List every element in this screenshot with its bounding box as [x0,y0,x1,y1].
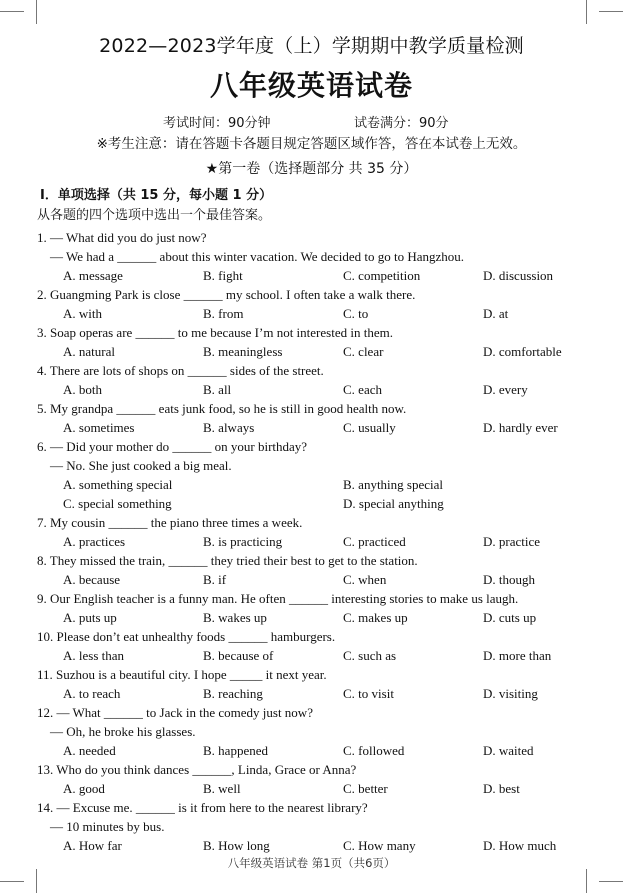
question-stem [0,437,623,456]
option-a: A. less than [63,648,125,663]
option-d: D. comfortable [483,344,562,359]
option-a: A. message [63,268,123,283]
option-b: B. all [203,382,232,397]
option-b: B. always [203,420,255,435]
option-c: C. clear [343,344,384,359]
exam-title: 八年级英语试卷 [209,69,413,102]
question-text: 7. My cousin ______ the piano three times a week. [37,515,303,530]
exam-term-title: 2022—2023学年度（上）学期期中教学质量检测 [99,35,524,57]
answer-options [0,475,623,494]
option-d: D. How much [483,838,557,853]
dialog-text: — Oh, he broke his glasses. [50,724,196,739]
answer-options [0,494,623,513]
question-stem [0,228,623,247]
option-c: C. followed [343,743,405,758]
option-b: B. happened [203,743,268,758]
option-b: B. well [203,781,241,796]
question-dialog-line [0,817,623,836]
option-c: C. to visit [343,686,394,701]
crop-mark-top-right-h [599,11,623,12]
question-text: 1. — What did you do just now? [37,230,207,245]
option-c: C. when [343,572,387,587]
section-heading: Ⅰ．单项选择（共 15 分，每小题 1 分） [40,188,273,203]
option-c: C. to [343,306,369,321]
exam-full-score: 试卷满分：90分 [354,116,449,131]
question-text: 12. — What ______ to Jack in the comedy just now? [37,705,313,720]
option-b: B. fight [203,268,243,283]
option-d: D. visiting [483,686,538,701]
question-text: 11. Suzhou is a beautiful city. I hope _____ it next year. [37,667,327,682]
crop-mark-top-left-v [36,0,37,24]
option-a: A. sometimes [63,420,135,435]
option-left: A. something special [63,477,173,492]
answer-options [0,684,623,703]
option-b: B. How long [203,838,270,853]
question-stem [0,399,623,418]
answer-options [0,380,623,399]
question-list [0,228,623,855]
answer-options [0,570,623,589]
answer-options [0,836,623,855]
page-footer: 八年级英语试卷 第1页（共6页） [227,856,396,870]
option-b: B. because of [203,648,274,663]
question-stem [0,513,623,532]
crop-mark-bottom-right-h [599,881,623,882]
question-text: 13. Who do you think dances ______, Linda, Grace or Anna? [37,762,357,777]
option-a: A. with [63,306,102,321]
option-a: A. to reach [63,686,121,701]
option-d: D. at [483,306,509,321]
question-text: 14. — Excuse me. ______ is it from here to the nearest library? [37,800,368,815]
option-d: D. discussion [483,268,554,283]
option-b: B. reaching [203,686,263,701]
crop-mark-bottom-right-v [586,869,587,893]
question-stem [0,798,623,817]
question-stem [0,589,623,608]
option-d: D. hardly ever [483,420,558,435]
option-c: C. How many [343,838,416,853]
answer-options [0,779,623,798]
question-text: 4. There are lots of shops on ______ sides of the street. [37,363,324,378]
part-heading: ★第一卷（选择题部分 共 35 分） [205,161,418,177]
option-b: B. from [203,306,244,321]
option-c: C. better [343,781,388,796]
option-b: B. if [203,572,227,587]
question-text: 9. Our English teacher is a funny man. He often ______ interesting stories to make us laugh. [37,591,519,606]
question-dialog-line [0,722,623,741]
question-stem [0,285,623,304]
question-dialog-line [0,456,623,475]
option-a: A. needed [63,743,116,758]
answer-options [0,342,623,361]
answer-options [0,418,623,437]
option-b: B. is practicing [203,534,283,549]
crop-mark-bottom-left-v [36,869,37,893]
option-right: D. special anything [343,496,444,511]
option-a: A. practices [63,534,126,549]
answer-options [0,741,623,760]
option-b: B. meaningless [203,344,283,359]
answer-options [0,608,623,627]
dialog-text: — 10 minutes by bus. [50,819,165,834]
dialog-text: — We had a ______ about this winter vacation. We decided to go to Hangzhou. [50,249,465,264]
answer-options [0,646,623,665]
question-stem [0,703,623,722]
exam-time: 考试时间：90分钟 [163,116,271,131]
option-c: C. competition [343,268,421,283]
question-stem [0,627,623,646]
question-stem [0,551,623,570]
option-d: D. practice [483,534,541,549]
question-stem [0,323,623,342]
dialog-text: — No. She just cooked a big meal. [50,458,232,473]
question-text: 5. My grandpa ______ eats junk food, so he is still in good health now. [37,401,407,416]
answer-options [0,304,623,323]
option-c: C. practiced [343,534,406,549]
option-c: C. makes up [343,610,408,625]
option-c: C. each [343,382,382,397]
option-d: D. every [483,382,528,397]
option-c: C. such as [343,648,397,663]
question-stem [0,665,623,684]
question-text: 10. Please don’t eat unhealthy foods ______ hamburgers. [37,629,336,644]
option-d: D. though [483,572,535,587]
option-a: A. How far [63,838,122,853]
answer-options [0,532,623,551]
option-d: D. more than [483,648,552,663]
option-a: A. puts up [63,610,117,625]
candidate-notice: ※考生注意：请在答题卡各题目规定答题区域作答，答在本试卷上无效。 [96,136,527,152]
crop-mark-top-left-h [0,11,24,12]
question-text: 2. Guangming Park is close ______ my school. I often take a walk there. [37,287,416,302]
option-right: B. anything special [343,477,444,492]
option-left: C. special something [63,496,172,511]
question-text: 3. Soap operas are ______ to me because I’m not interested in them. [37,325,393,340]
crop-mark-top-right-v [586,0,587,24]
answer-options [0,266,623,285]
option-a: A. because [63,572,121,587]
option-a: A. natural [63,344,115,359]
question-text: 8. They missed the train, ______ they tried their best to get to the station. [37,553,418,568]
option-b: B. wakes up [203,610,267,625]
question-stem [0,361,623,380]
question-dialog-line [0,247,623,266]
option-a: A. both [63,382,102,397]
section-instruction: 从各题的四个选项中选出一个最佳答案。 [37,208,272,223]
question-text: 6. — Did your mother do ______ on your birthday? [37,439,308,454]
question-stem [0,760,623,779]
option-d: D. cuts up [483,610,537,625]
option-d: D. waited [483,743,534,758]
option-c: C. usually [343,420,396,435]
option-a: A. good [63,781,105,796]
option-d: D. best [483,781,520,796]
crop-mark-bottom-left-h [0,881,24,882]
